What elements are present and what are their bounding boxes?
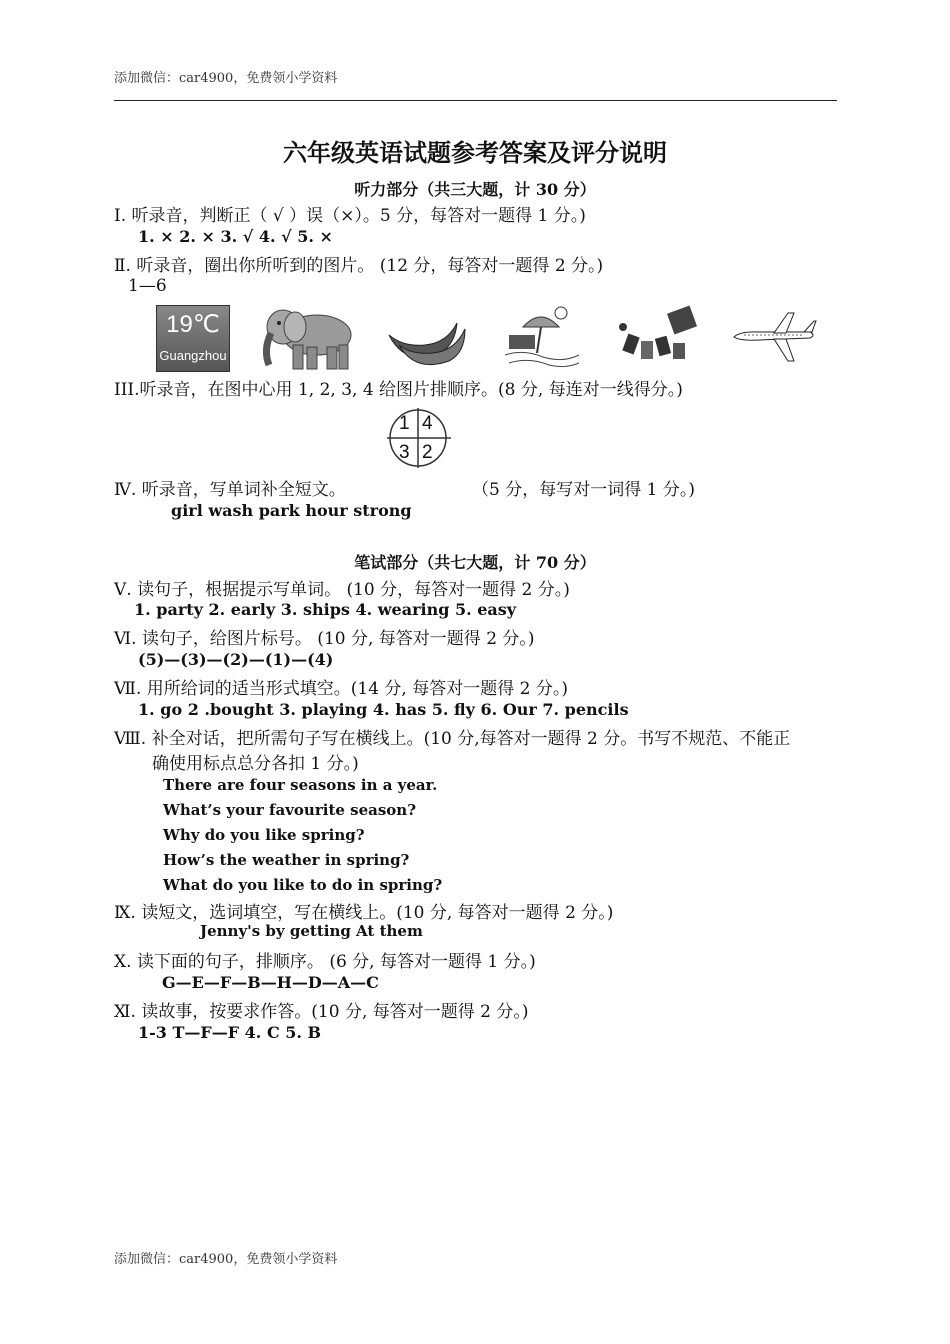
bananas-picture <box>385 305 470 370</box>
question-8-answer-2: What’s your favourite season? <box>163 801 416 819</box>
question-9-answer: Jenny's by getting At them <box>200 922 423 940</box>
page-footer-text: 添加微信：car4900，免费领小学资料 <box>114 1252 338 1267</box>
question-4-answer: girl wash park hour strong <box>171 501 412 520</box>
question-7-answer: 1. go 2 .bought 3. playing 4. has 5. fly 6. Our 7. pencils <box>138 700 629 719</box>
weather-temperature: 19℃ <box>166 311 220 338</box>
question-4-score: （5 分，每写对一词得 1 分。) <box>472 480 695 500</box>
question-11-text: Ⅺ. 读故事，按要求作答。(10 分, 每答对一题得 2 分。) <box>114 1002 529 1022</box>
question-10-text: Ⅹ. 读下面的句子，排顺序。 (6 分, 每答对一题得 1 分。) <box>114 952 536 972</box>
question-8-text: Ⅷ. 补全对话，把所需句子写在横线上。(10 分,每答对一题得 2 分。书写不规范、不能正 <box>114 729 791 749</box>
question-9-text: Ⅸ. 读短文，选词填空，写在横线上。(10 分, 每答对一题得 2 分。) <box>114 903 614 923</box>
question-6-answer: (5)—(3)—(2)—(1)—(4) <box>138 650 334 669</box>
header-rule <box>114 100 837 101</box>
ordering-grid <box>385 406 455 470</box>
question-10-answer: G—E—F—B—H—D—A—C <box>162 973 379 992</box>
rubbish-picture <box>615 305 700 370</box>
airplane-picture <box>730 305 818 370</box>
question-3-text: III.听录音，在图中心用 1, 2, 3, 4 给图片排顺序。(8 分, 每连对一线得分。) <box>114 380 683 400</box>
grid-cell-top-left: 1 <box>399 413 410 434</box>
beach-scene-picture <box>503 305 581 370</box>
question-8-text-continued: 确使用标点总分各扣 1 分。) <box>152 754 359 774</box>
listening-heading: 听力部分（共三大题，计 30 分） <box>354 180 596 199</box>
question-8-answer-4: How’s the weather in spring? <box>163 851 410 869</box>
writing-heading: 笔试部分（共七大题，计 70 分） <box>354 553 596 572</box>
weather-city: Guangzhou <box>159 348 227 363</box>
question-6-text: Ⅵ. 读句子，给图片标号。 (10 分, 每答对一题得 2 分。) <box>114 629 535 649</box>
question-5-text: Ⅴ. 读句子，根据提示写单词。 (10 分，每答对一题得 2 分。) <box>114 580 570 600</box>
question-8-answer-5: What do you like to do in spring? <box>163 876 443 894</box>
question-11-answer: 1-3 T—F—F 4. C 5. B <box>138 1023 322 1042</box>
question-5-answer: 1. party 2. early 3. ships 4. wearing 5. easy <box>134 600 517 619</box>
question-2-range: 1—6 <box>128 276 167 296</box>
grid-cell-top-right: 4 <box>422 413 433 434</box>
page-title: 六年级英语试题参考答案及评分说明 <box>283 138 667 167</box>
weather-card-picture <box>156 305 230 372</box>
question-1-answer: 1. × 2. × 3. √ 4. √ 5. × <box>138 227 333 246</box>
question-2-text: Ⅱ. 听录音，圈出你所听到的图片。 (12 分，每答对一题得 2 分。) <box>114 256 604 276</box>
grid-cell-bottom-left: 3 <box>399 442 410 463</box>
question-1-text: Ⅰ. 听录音，判断正（ √ ）误（×）。5 分，每答对一题得 1 分。) <box>114 206 586 226</box>
question-8-answer-1: There are four seasons in a year. <box>163 776 438 794</box>
elephant-picture <box>255 305 355 370</box>
question-7-text: Ⅶ. 用所给词的适当形式填空。(14 分, 每答对一题得 2 分。) <box>114 679 568 699</box>
grid-cell-bottom-right: 2 <box>422 442 433 463</box>
question-8-answer-3: Why do you like spring? <box>163 826 365 844</box>
page-header-text: 添加微信：car4900，免费领小学资料 <box>114 71 338 86</box>
question-4-text: Ⅳ. 听录音，写单词补全短文。 <box>114 480 346 500</box>
